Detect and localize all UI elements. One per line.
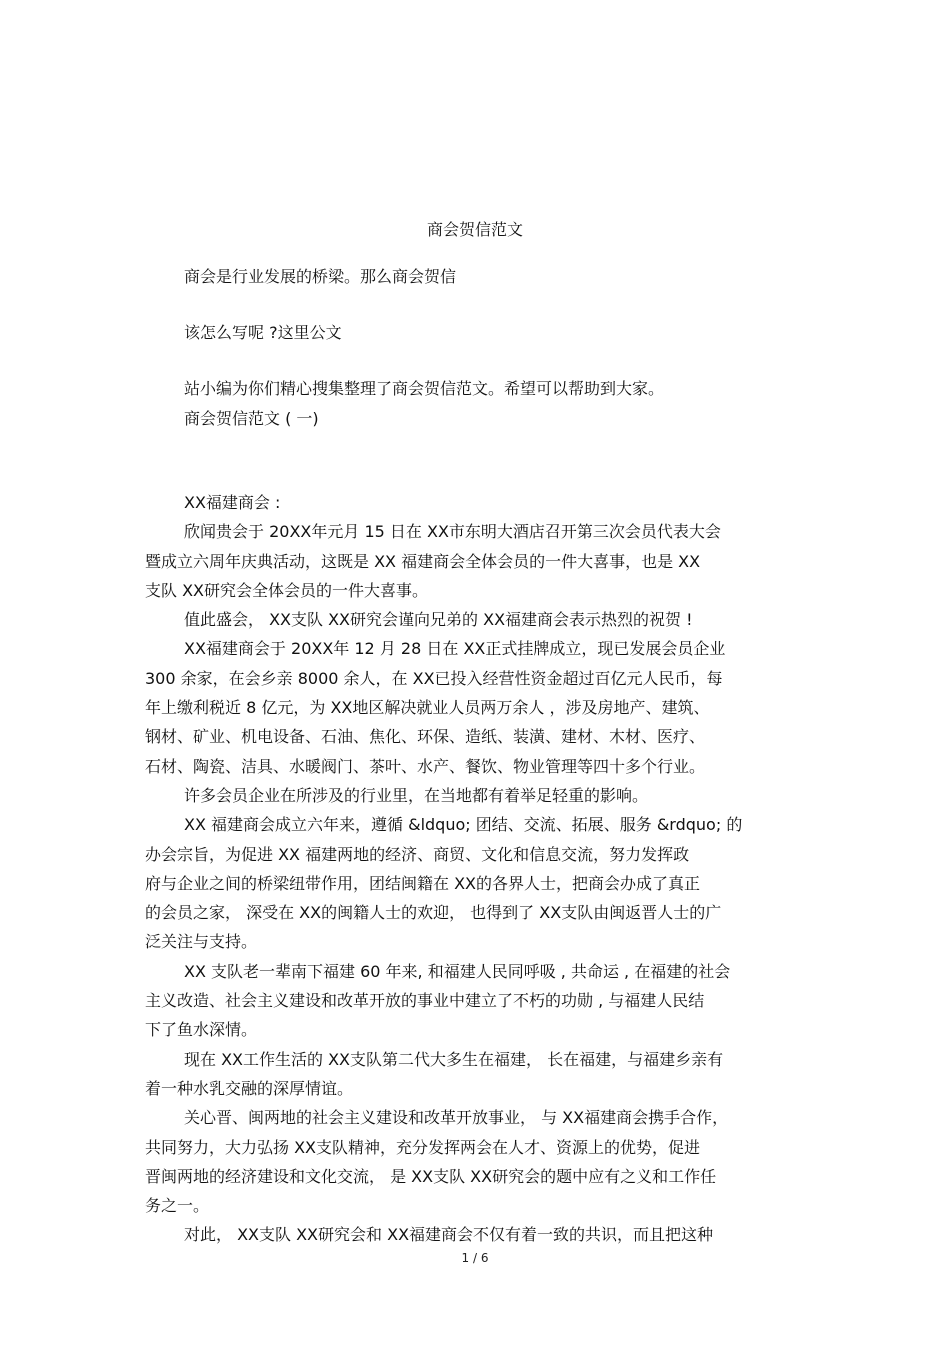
- intro-line: 站小编为你们精心搜集整理了商会贺信范文。希望可以帮助到大家。: [184, 379, 665, 398]
- body-line: 许多会员企业在所涉及的行业里，在当地都有着举足轻重的影响。: [184, 785, 649, 805]
- intro-line: 商会是行业发展的桥梁。那么商会贺信: [184, 267, 457, 286]
- body-line: XX福建商会于 20XX年 12 月 28 日在 XX正式挂牌成立，现已发展会员企业: [184, 639, 726, 659]
- body-line: 务之一。: [145, 1196, 210, 1216]
- body-line: 的会员之家， 深受在 XX的闽籍人士的欢迎， 也得到了 XX支队由闽返晋人士的广: [145, 903, 722, 923]
- body-line: 现在 XX工作生活的 XX支队第二代大多生在福建， 长在福建，与福建乡亲有: [184, 1049, 724, 1069]
- body-line: 欣闻贵会于 20XX年元月 15 日在 XX市东明大酒店召开第三次会员代表大会: [184, 522, 721, 542]
- body-line: 年上缴利税近 8 亿元，为 XX地区解决就业人员两万余人 ，涉及房地产、建筑、: [145, 698, 710, 718]
- body-line: 关心晋、闽两地的社会主义建设和改革开放事业， 与 XX福建商会携手合作，: [184, 1108, 729, 1128]
- body-line: 主义改造、社会主义建设和改革开放的事业中建立了不朽的功勋 , 与福建人民结: [145, 991, 705, 1011]
- body-line: 晋闽两地的经济建设和文化交流， 是 XX支队 XX研究会的题中应有之义和工作任: [145, 1166, 717, 1186]
- body-line: 石材、陶瓷、洁具、水暖阀门、茶叶、水产、餐饮、物业管理等四十多个行业。: [145, 756, 706, 776]
- body-line: 对此， XX支队 XX研究会和 XX福建商会不仅有着一致的共识，而且把这种: [184, 1225, 714, 1245]
- body-line: 着一种水乳交融的深厚情谊。: [145, 1078, 354, 1098]
- body-line: 支队 XX研究会全体会员的一件大喜事。: [145, 580, 429, 600]
- page-number: 1 / 6: [461, 1251, 489, 1265]
- body-line: XX 支队老一辈南下福建 60 年来, 和福建人民同呼吸 , 共命运 , 在福建的社会: [184, 961, 731, 981]
- section-heading: 商会贺信范文 ( 一): [184, 409, 319, 428]
- body-line: 府与企业之间的桥梁纽带作用，团结闽籍在 XX的各界人士，把商会办成了真正: [145, 873, 701, 893]
- body-line: 300 余家，在会乡亲 8000 余人，在 XX已投入经营性资金超过百亿元人民币，每: [145, 668, 723, 688]
- body-line: 值此盛会， XX支队 XX研究会谨向兄弟的 XX福建商会表示热烈的祝贺 !: [184, 610, 693, 630]
- letter-body: [145, 488, 815, 1250]
- body-line: 暨成立六周年庆典活动，这既是 XX 福建商会全体会员的一件大喜事，也是 XX: [145, 551, 701, 571]
- intro-line: 该怎么写呢 ?这里公文: [184, 323, 342, 342]
- body-line: 共同努力，大力弘扬 XX支队精神，充分发挥两会在人才、资源上的优势，促进: [145, 1137, 701, 1157]
- body-line: 下了鱼水深情。: [145, 1020, 258, 1040]
- body-line: 办会宗旨，为促进 XX 福建两地的经济、商贸、文化和信息交流，努力发挥政: [145, 844, 690, 864]
- body-line: 钢材、矿业、机电设备、石油、焦化、环保、造纸、装潢、建材、木材、医疗、: [145, 727, 706, 747]
- body-line: XX福建商会 :: [184, 493, 281, 512]
- body-line: 泛关注与支持。: [145, 932, 258, 952]
- body-line: XX 福建商会成立六年来，遵循 &ldquo; 团结、交流、拓展、服务 &rdquo; 的: [184, 815, 743, 835]
- document-title: 商会贺信范文: [426, 220, 523, 239]
